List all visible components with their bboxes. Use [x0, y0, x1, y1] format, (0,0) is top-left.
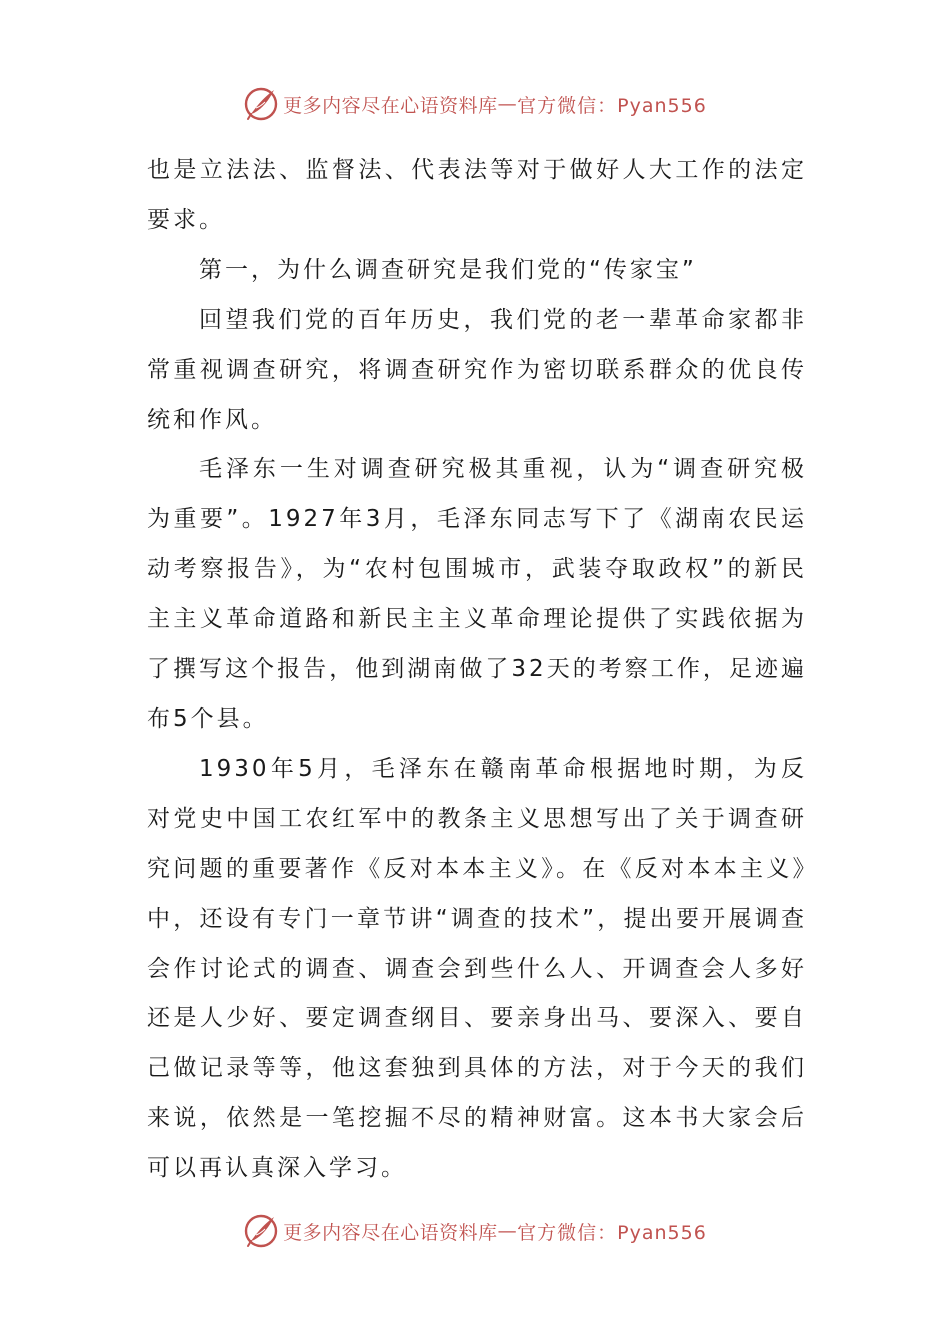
paragraph: 毛泽东一生对调查研究极其重视，认为“调查研究极为重要”。1927年3月，毛泽东同志写下了《湖南农民运动考察报告》，为“农村包围城市，武装夺取政权”的新民主主义革命道路和新民主主义革命理论提供了实践依据为了撰写这个报告，他到湖南做了32天的考察工作，足迹遍布5个县。: [147, 456, 807, 732]
banner-main-text: 更多内容尽在心语资料库: [283, 94, 498, 117]
quill-pen-logo-icon: [243, 1213, 279, 1249]
paragraph: 回望我们党的百年历史，我们党的老一辈革命家都非常重视调查研究，将调查研究作为密切联系群众的优良传统和作风。: [147, 306, 807, 433]
section-heading: 第一，为什么调查研究是我们党的“传家宝”: [199, 256, 697, 283]
quill-pen-logo-icon: [243, 86, 279, 122]
header-banner: [0, 84, 950, 124]
banner-separator: —: [497, 1220, 518, 1242]
paragraph-continuation: 也是立法法、监督法、代表法等对于做好人大工作的法定要求。: [147, 157, 807, 233]
banner-separator: —: [497, 93, 518, 115]
banner-main-text: 更多内容尽在心语资料库: [283, 1221, 498, 1244]
banner-wechat-text: 官方微信：Pyan556: [517, 94, 707, 117]
document-body: [147, 146, 807, 1194]
footer-banner: [0, 1211, 950, 1251]
paragraph: 1930年5月，毛泽东在赣南革命根据地时期，为反对党史中国工农红军中的教条主义思想写出了关于调查研究问题的重要著作《反对本本主义》。在《反对本本主义》中，还设有专门一章节讲“调查的技术”，提出要开展调查会作讨论式的调查、调查会到些什么人、开调查会人多好还是人少好、要定调查纲目、要亲身出马、要深入、要自己做记录等等，他这套独到具体的方法，对于今天的我们来说，依然是一笔挖掘不尽的精神财富。这本书大家会后可以再认真深入学习。: [147, 755, 807, 1182]
banner-wechat-text: 官方微信：Pyan556: [517, 1221, 707, 1244]
